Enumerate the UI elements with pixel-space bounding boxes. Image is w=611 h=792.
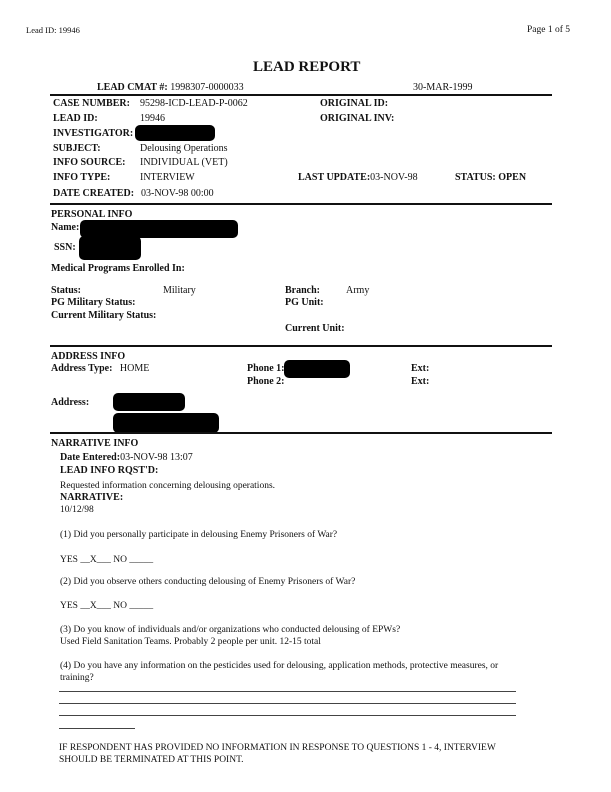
address-info-heading: ADDRESS INFO: [51, 351, 126, 362]
question-1: (1) Did you personally participate in delousing Enemy Prisoners of War?: [60, 530, 338, 540]
status-value: OPEN: [498, 172, 527, 183]
question-4: (4) Do you have any information on the pesticides used for delousing, application methods, protective measures, or: [60, 661, 499, 671]
answer-3: Used Field Sanitation Teams. Probably 2 people per unit. 12-15 total: [60, 637, 321, 647]
lead-info-rqstd-label: LEAD INFO RQST'D:: [60, 465, 159, 476]
redacted-investigator: [135, 125, 215, 141]
phone2-label: Phone 2:: [247, 376, 285, 387]
answer-line: [59, 691, 516, 692]
info-type-value: INTERVIEW: [140, 172, 195, 183]
redacted-phone1: [284, 360, 350, 378]
original-id-label: ORIGINAL ID:: [320, 98, 389, 109]
subject-label: SUBJECT:: [53, 143, 101, 154]
answer-2: YES __X___ NO _____: [60, 601, 154, 611]
last-update-value: 03-NOV-98: [370, 172, 418, 183]
pg-unit-label: PG Unit:: [285, 297, 324, 308]
lead-id-value: 19946: [140, 113, 165, 124]
investigator-label: INVESTIGATOR:: [53, 128, 134, 139]
cmat-label: LEAD CMAT #:: [97, 82, 168, 93]
answer-line: [59, 728, 135, 729]
lead-id-label: LEAD ID:: [53, 113, 98, 124]
narrative-date: 10/12/98: [60, 505, 94, 515]
ssn-label: SSN:: [54, 242, 76, 253]
divider: [50, 432, 552, 434]
pg-military-status-label: PG Military Status:: [51, 297, 136, 308]
last-update: [298, 172, 418, 183]
cmat-line: [97, 82, 244, 93]
answer-line: [59, 715, 516, 716]
redacted-address-line2: [113, 413, 219, 433]
status-label-personal: Status:: [51, 285, 82, 296]
address-label: Address:: [51, 397, 90, 408]
date-created-label: DATE CREATED:: [53, 188, 135, 199]
date-entered: [60, 452, 193, 463]
ext2-label: Ext:: [411, 376, 430, 387]
original-inv-label: ORIGINAL INV:: [320, 113, 395, 124]
current-unit-label: Current Unit:: [285, 323, 345, 334]
divider: [50, 345, 552, 347]
personal-info-heading: PERSONAL INFO: [51, 209, 133, 220]
page-indicator: Page 1 of 5: [527, 25, 571, 35]
lead-info-rqstd-text: Requested information concerning delousing operations.: [60, 481, 276, 491]
date-entered-label: Date Entered:: [60, 452, 121, 463]
termination-note-line1: IF RESPONDENT HAS PROVIDED NO INFORMATION IN RESPONSE TO QUESTIONS 1 - 4, INTERVIEW: [59, 743, 496, 753]
name-label: Name:: [51, 222, 80, 233]
last-update-label: LAST UPDATE:: [298, 172, 371, 183]
answer-line: [59, 703, 516, 704]
info-source-label: INFO SOURCE:: [53, 157, 126, 168]
ext1-label: Ext:: [411, 363, 430, 374]
branch-label: Branch:: [285, 285, 320, 296]
answer-1: YES __X___ NO _____: [60, 555, 154, 565]
date-entered-value: 03-NOV-98 13:07: [120, 452, 193, 463]
branch-value: Army: [346, 285, 370, 296]
date-created-value: 03-NOV-98 00:00: [141, 188, 214, 199]
subject-value: Delousing Operations: [140, 143, 228, 154]
redacted-address-line1: [113, 393, 185, 411]
redacted-ssn: [79, 236, 141, 260]
case-number-label: CASE NUMBER:: [53, 98, 130, 109]
info-type-label: INFO TYPE:: [53, 172, 111, 183]
termination-note-line2: SHOULD BE TERMINATED AT THIS POINT.: [59, 755, 244, 765]
question-4-cont: training?: [60, 673, 94, 683]
status-label: STATUS:: [455, 172, 496, 183]
info-source-value: INDIVIDUAL (VET): [140, 157, 228, 168]
report-date: 30-MAR-1999: [413, 82, 473, 93]
cmat-value: 1998307-0000033: [170, 82, 244, 93]
header-lead-id: Lead ID: 19946: [26, 25, 80, 35]
page-title: LEAD REPORT: [253, 59, 361, 75]
address-type-value: HOME: [119, 363, 150, 374]
question-3: (3) Do you know of individuals and/or organizations who conducted delousing of EPWs?: [60, 625, 401, 635]
status-value-personal: Military: [163, 285, 196, 296]
phone1-label: Phone 1:: [247, 363, 285, 374]
case-number-value: 95298-ICD-LEAD-P-0062: [140, 98, 248, 109]
divider: [50, 203, 552, 205]
current-military-status-label: Current Military Status:: [51, 310, 157, 321]
status-field: [455, 172, 526, 183]
medical-programs-label: Medical Programs Enrolled In:: [51, 263, 185, 274]
narrative-info-heading: NARRATIVE INFO: [51, 438, 139, 449]
divider: [50, 94, 552, 96]
address-type: [51, 363, 149, 374]
narrative-label: NARRATIVE:: [60, 492, 124, 503]
question-2: (2) Did you observe others conducting delousing of Enemy Prisoners of War?: [60, 577, 356, 587]
address-type-label: Address Type:: [51, 363, 113, 374]
